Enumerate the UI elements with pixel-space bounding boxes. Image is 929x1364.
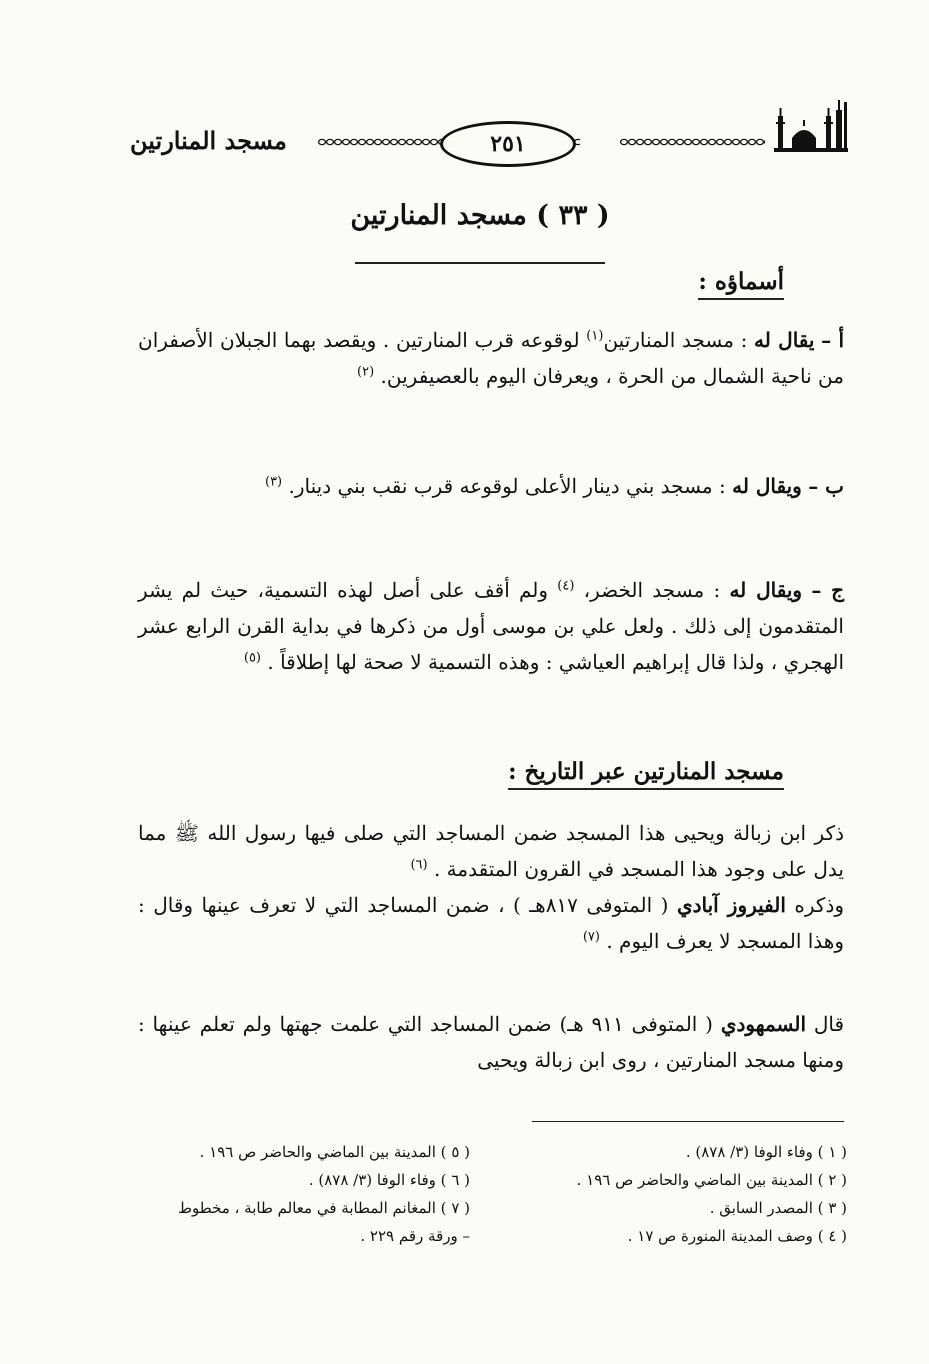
history-paragraph-2 [138, 887, 844, 959]
footnote-4: ( ٤ ) وصف المدينة المنورة ص ١٧ . [627, 1227, 847, 1245]
item-a-marker: أ – [821, 328, 845, 352]
name-item-c [138, 572, 844, 680]
footnote-3: ( ٣ ) المصدر السابق . [709, 1199, 847, 1217]
footnote-ref-3: (٣) [264, 474, 283, 490]
footnote-1: ( ١ ) وفاء الوفا (٣/ ٨٧٨) . [685, 1143, 847, 1161]
footnote-6: ( ٦ ) وفاء الوفا (٣/ ٨٧٨) . [308, 1171, 470, 1189]
footnotes-left-column [120, 1138, 470, 1250]
name-item-b [138, 468, 844, 504]
running-header [130, 98, 850, 178]
history-p2-text-2: ( المتوفى ٨١٧هـ ) ، ضمن المساجد التي لا تعرف عينها وقال : وهذا المسجد لا يعرف اليوم . [138, 893, 844, 953]
item-c-text-2: ولم أقف على أصل لهذه التسمية، حيث لم يشر المتقدمون إلى ذلك . ولعل علي بن موسى أول من ذكرها في بداية القرن الرابع عشر الهجري ، ولذا قال إبراهيم العياشي : وهذه التسمية لا صحة لها إطلاقاً . [138, 578, 844, 674]
footnote-ref-2: (٢) [357, 364, 375, 380]
history-paragraph-3 [138, 1006, 844, 1078]
chain-ornament-right [620, 138, 765, 146]
name-item-a [138, 322, 844, 394]
item-a-text-2: لوقوعه قرب المنارتين . ويقصد بهما الجبلان الأصفران من ناحية الشمال من الحرة ، ويعرفان اليوم بالعصيفرين. [138, 328, 844, 388]
header-title: مسجد المنارتين [130, 126, 287, 155]
item-b-marker: ب – [808, 474, 844, 498]
item-a-label: يقال له [754, 328, 815, 352]
history-p2-text-1: وذكره [794, 893, 845, 917]
history-paragraph-1 [138, 815, 844, 887]
item-c-label: ويقال له [729, 578, 803, 602]
footnote-2: ( ٢ ) المدينة بين الماضي والحاضر ص ١٩٦ . [576, 1171, 847, 1189]
footnote-7-continued: – ورقة رقم ٢٢٩ . [360, 1227, 470, 1245]
page-number: ٢٥١ [440, 121, 576, 167]
history-p3-text-2: ( المتوفى ٩١١ هـ) ضمن المساجد التي علمت جهتها ولم تعلم عينها : ومنها مسجد المنارتين ، روى ابن زبالة ويحيى [138, 1012, 844, 1072]
footnote-ref-5: (٥) [243, 650, 261, 666]
footnote-7: ( ٧ ) المغانم المطابة في معالم طابة ، مخطوط [178, 1199, 470, 1217]
footnote-5: ( ٥ ) المدينة بين الماضي والحاضر ص ١٩٦ . [199, 1143, 470, 1161]
footnotes-right-column [470, 1138, 847, 1250]
names-heading [698, 268, 784, 295]
item-b-label: ويقال له [732, 474, 802, 498]
item-a-text-1: : مسجد المنارتين [603, 328, 748, 352]
footnote-ref-4: (٤) [557, 578, 575, 594]
chapter-title-underline [355, 262, 605, 264]
history-p3-text-1: قال [813, 1012, 845, 1036]
footnote-ref-1: (١) [586, 328, 604, 344]
history-heading [508, 758, 784, 785]
history-p1-text: ذكر ابن زبالة ويحيى هذا المسجد ضمن المساجد التي صلى فيها رسول الله ﷺ مما يدل على وجود هذا المسجد في القرون المتقدمة . [138, 821, 844, 881]
footnote-ref-6: (٦) [410, 857, 428, 873]
footnote-ref-7: (٧) [582, 929, 600, 945]
history-heading-text: مسجد المنارتين عبر التاريخ : [508, 758, 784, 790]
history-p3-name: السمهودي [720, 1012, 806, 1036]
item-c-text-1: : مسجد الخضر، [583, 578, 721, 602]
chapter-title: ( ٣٣ ) مسجد المنارتين [350, 200, 610, 231]
mosque-icon [770, 98, 850, 158]
names-heading-text: أسماؤه : [698, 268, 784, 300]
item-b-text: : مسجد بني دينار الأعلى لوقوعه قرب نقب بني دينار. [288, 474, 726, 498]
history-p2-name: الفيروز آبادي [676, 893, 786, 917]
footnote-separator [532, 1121, 844, 1122]
item-c-marker: ج – [811, 578, 845, 602]
